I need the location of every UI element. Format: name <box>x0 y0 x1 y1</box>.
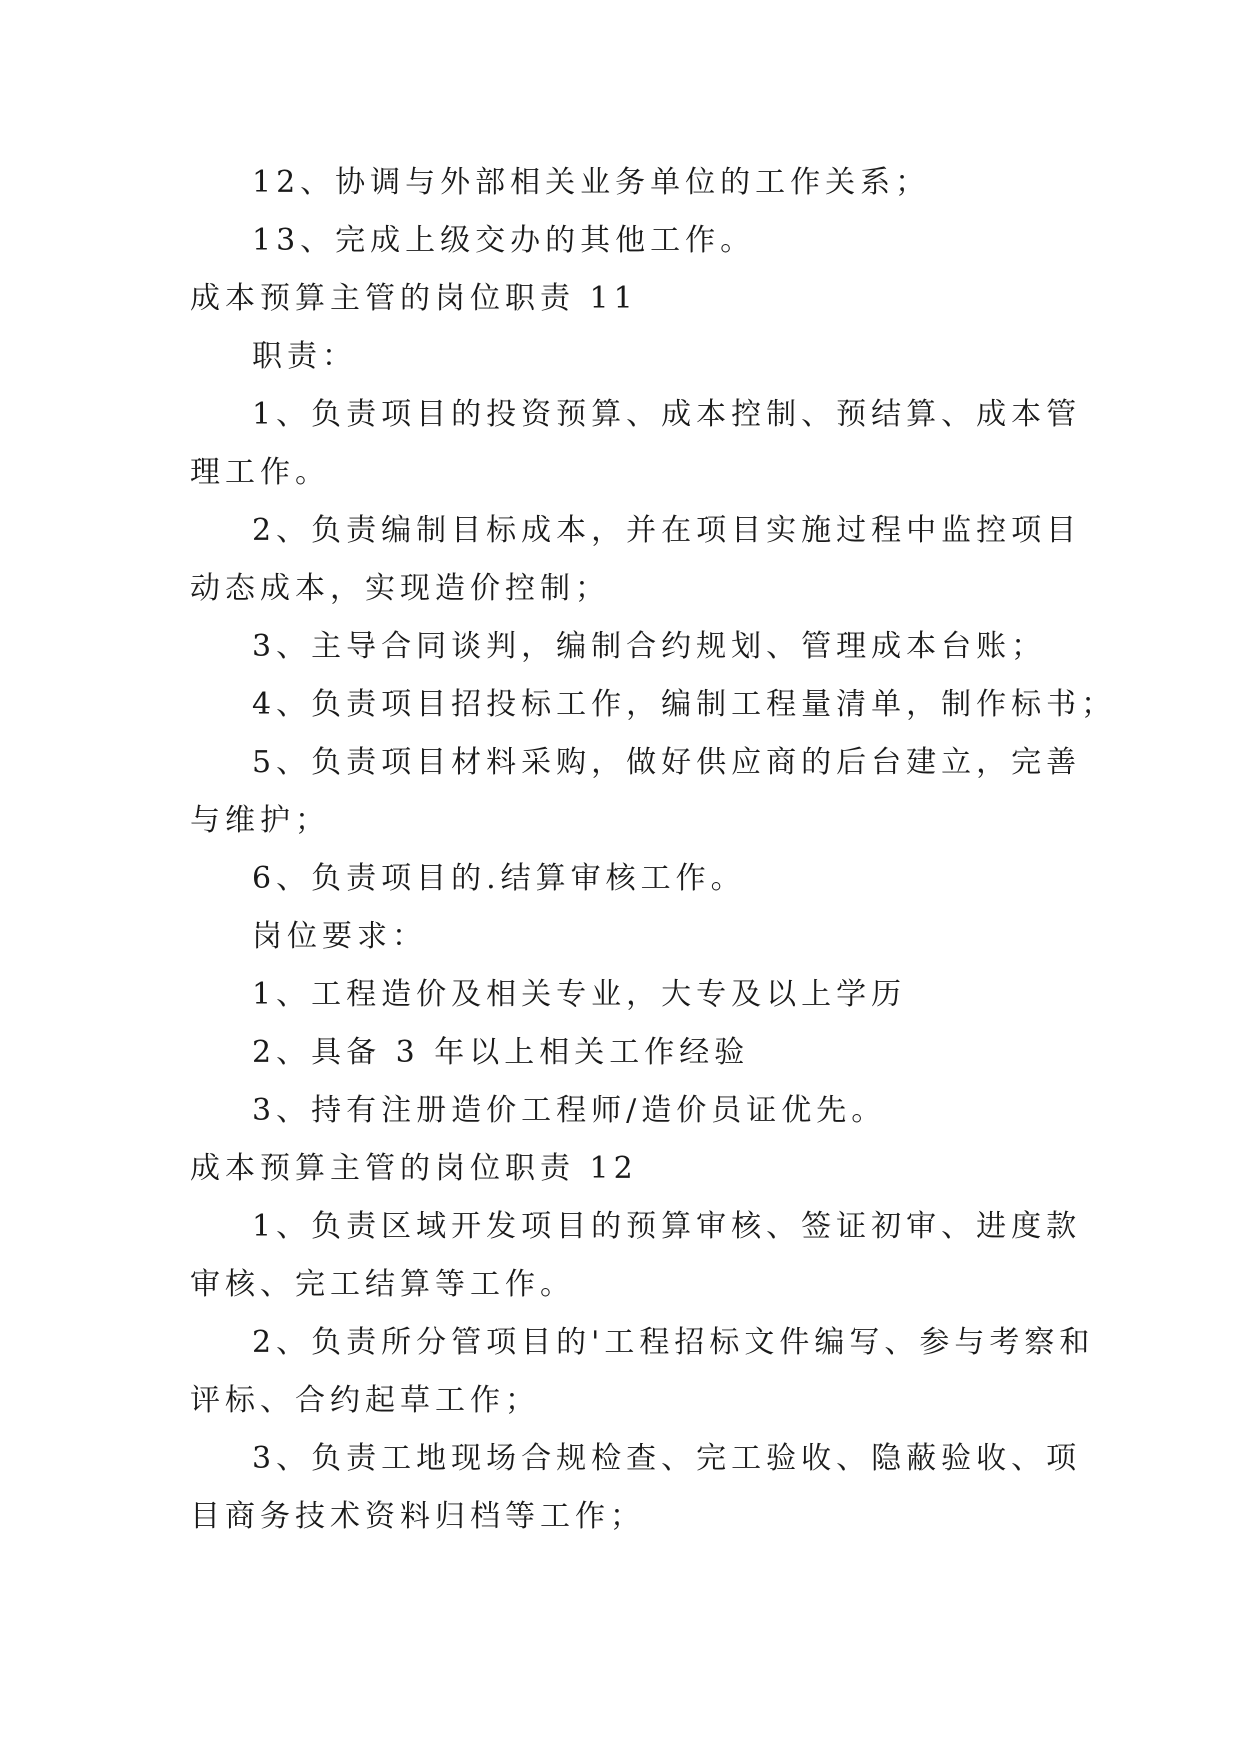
paragraph-line: 3、负责工地现场合规检查、完工验收、隐蔽验收、项 <box>252 1441 1082 1476</box>
paragraph-line: 2、具备 3 年以上相关工作经验 <box>252 1035 750 1070</box>
paragraph-line: 5、负责项目材料采购，做好供应商的后台建立，完善 <box>252 745 1082 780</box>
paragraph-line: 目商务技术资料归档等工作； <box>190 1499 645 1534</box>
paragraph-line: 与维护； <box>190 803 330 838</box>
paragraph-line: 评标、合约起草工作； <box>190 1383 540 1418</box>
paragraph-line: 4、负责项目招投标工作，编制工程量清单，制作标书； <box>252 687 1117 722</box>
paragraph-line: 6、负责项目的.结算审核工作。 <box>252 861 746 896</box>
paragraph-line: 1、负责区域开发项目的预算审核、签证初审、进度款 <box>252 1209 1082 1244</box>
paragraph-line: 12、协调与外部相关业务单位的工作关系； <box>252 165 931 200</box>
paragraph-line: 理工作。 <box>190 455 330 490</box>
section-heading: 成本预算主管的岗位职责 11 <box>190 281 638 316</box>
subheading-line: 岗位要求： <box>252 919 427 954</box>
subheading-line: 职责： <box>252 339 357 374</box>
paragraph-line: 1、负责项目的投资预算、成本控制、预结算、成本管 <box>252 397 1082 432</box>
section-heading: 成本预算主管的岗位职责 12 <box>190 1151 638 1186</box>
paragraph-line: 1、工程造价及相关专业，大专及以上学历 <box>252 977 907 1012</box>
paragraph-line: 2、负责所分管项目的'工程招标文件编写、参与考察和 <box>252 1325 1095 1360</box>
paragraph-line: 动态成本，实现造价控制； <box>190 571 610 606</box>
paragraph-line: 2、负责编制目标成本，并在项目实施过程中监控项目 <box>252 513 1082 548</box>
paragraph-line: 3、持有注册造价工程师/造价员证优先。 <box>252 1093 887 1128</box>
paragraph-line: 审核、完工结算等工作。 <box>190 1267 575 1302</box>
paragraph-line: 3、主导合同谈判，编制合约规划、管理成本台账； <box>252 629 1047 664</box>
paragraph-line: 13、完成上级交办的其他工作。 <box>252 223 756 258</box>
